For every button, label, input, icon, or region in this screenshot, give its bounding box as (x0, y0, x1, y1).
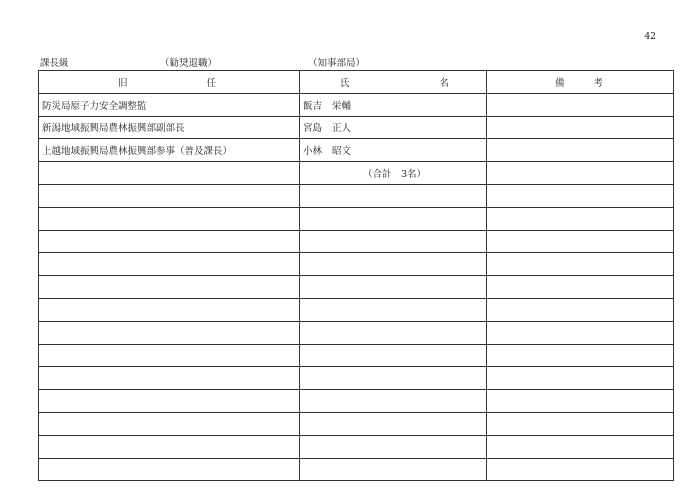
remarks-cell (487, 116, 674, 139)
table-row (39, 162, 674, 185)
table-row (39, 344, 674, 367)
page-number: 42 (644, 32, 656, 42)
table-row (39, 412, 674, 435)
header-old-position: 旧 任 (39, 71, 300, 94)
table-row (39, 207, 674, 230)
table-row (39, 321, 674, 344)
table-row (39, 184, 674, 207)
name-cell: 飯吉 栄輔 (300, 93, 487, 116)
table-row (39, 230, 674, 253)
remarks-cell (487, 93, 674, 116)
table-row (39, 253, 674, 276)
table-row (39, 367, 674, 390)
header-remarks: 備 考 (487, 71, 674, 94)
table-row (39, 298, 674, 321)
old-position-cell: 上越地域振興局農林振興部参事（普及課長） (39, 139, 300, 162)
name-cell: 宮島 正人 (300, 116, 487, 139)
old-position-cell: 防災局原子力安全調整監 (39, 93, 300, 116)
table-row (39, 139, 674, 162)
grade-label: 課長級 (40, 58, 69, 69)
old-position-cell: 新潟地域振興局農林振興部副部長 (39, 116, 300, 139)
table-row (39, 116, 674, 139)
table-row (39, 458, 674, 481)
total-count: （合計 3名） (300, 162, 487, 185)
department-label: （知事部局） (308, 58, 366, 69)
table-row (39, 276, 674, 299)
table-row (39, 390, 674, 413)
document-header (38, 55, 678, 69)
retirement-reason-label: （勧奨退職） (160, 58, 218, 69)
table-header-row (39, 71, 674, 94)
table-row (39, 435, 674, 458)
table-row (39, 93, 674, 116)
name-cell: 小林 昭文 (300, 139, 487, 162)
personnel-table (38, 70, 674, 481)
header-name: 氏 名 (300, 71, 487, 94)
remarks-cell (487, 139, 674, 162)
